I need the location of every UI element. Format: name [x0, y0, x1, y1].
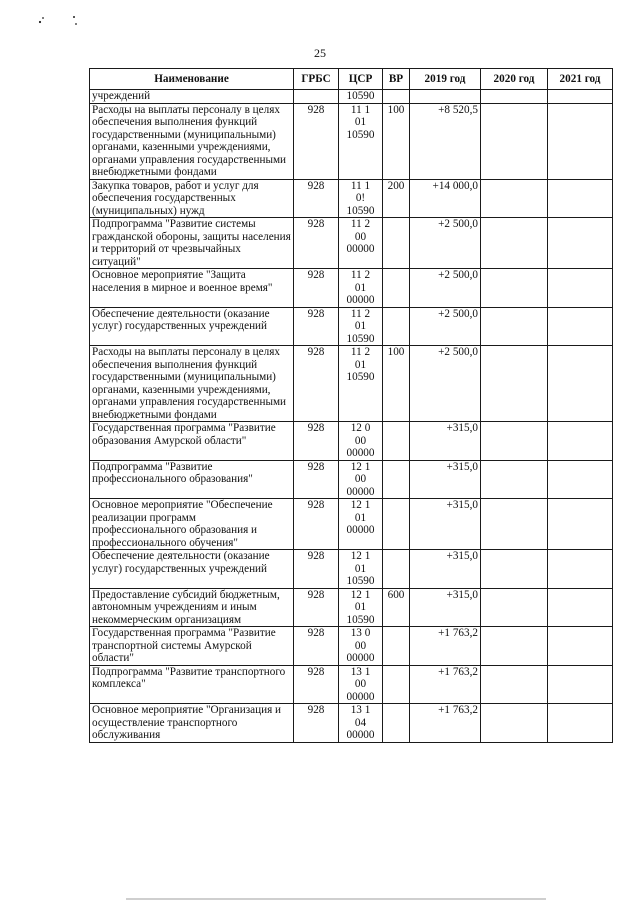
cell-name: Государственная программа "Развитие транспортной системы Амурской области" [90, 627, 294, 666]
cell-2021 [548, 103, 613, 179]
cell-grbs: 928 [294, 346, 339, 422]
csr-part: 00000 [346, 447, 375, 459]
cell-2019: +2 500,0 [410, 307, 481, 346]
scan-specks [30, 10, 90, 28]
csr-part: 10590 [346, 613, 375, 626]
cell-vr [383, 460, 410, 499]
table-row [90, 346, 613, 422]
csr-part: 11 2 [350, 307, 371, 320]
csr-part: 00 [354, 434, 367, 447]
table-row [90, 218, 613, 269]
cell-vr [383, 550, 410, 589]
csr-part: 13 1 [350, 704, 371, 716]
table-row [90, 307, 613, 346]
cell-name: Основное мероприятие "Организация и осуществление транспортного обслуживания [90, 704, 294, 743]
csr-part: 11 2 [350, 346, 371, 358]
cell-2020 [481, 460, 548, 499]
cell-name: учреждений [90, 90, 294, 104]
csr-part: 01 [354, 281, 367, 294]
cell-2021 [548, 588, 613, 627]
cell-csr [339, 218, 383, 269]
cell-2021 [548, 422, 613, 461]
cell-name: Подпрограмма "Развитие системы гражданской обороны, защиты населения и территорий от чрезвычайных ситуаций" [90, 218, 294, 269]
cell-name: Основное мероприятие "Защита населения в мирное и военное время" [90, 269, 294, 308]
csr-part: 01 [354, 562, 367, 575]
table-row [90, 499, 613, 550]
csr-part: 11 2 [350, 269, 371, 281]
csr-part: 00000 [346, 729, 375, 741]
cell-2019: +315,0 [410, 550, 481, 589]
cell-vr [383, 499, 410, 550]
csr-part: 11 1 [350, 103, 371, 116]
cell-2020 [481, 346, 548, 422]
cell-csr [339, 269, 383, 308]
cell-2019 [410, 90, 481, 104]
cell-2021 [548, 269, 613, 308]
cell-name: Закупка товаров, работ и услуг для обеспечения государственных (муниципальных) нужд [90, 179, 294, 218]
csr-part: 01 [354, 320, 367, 332]
cell-vr [383, 422, 410, 461]
cell-vr: 100 [383, 346, 410, 422]
cell-grbs: 928 [294, 588, 339, 627]
cell-csr [339, 346, 383, 422]
csr-part: 11 1 [350, 179, 371, 192]
cell-name: Государственная программа "Развитие образования Амурской области" [90, 422, 294, 461]
cell-csr [339, 460, 383, 499]
cell-vr [383, 307, 410, 346]
cell-vr: 100 [383, 103, 410, 179]
table-row [90, 588, 613, 627]
cell-vr [383, 665, 410, 704]
cell-2021 [548, 90, 613, 104]
cell-csr [339, 90, 383, 104]
cell-2019: +315,0 [410, 499, 481, 550]
cell-2021 [548, 627, 613, 666]
cell-2021 [548, 550, 613, 589]
table-row [90, 665, 613, 704]
cell-2021 [548, 179, 613, 218]
csr-part: 12 1 [350, 460, 371, 473]
csr-part: 10590 [346, 128, 375, 141]
cell-2019: +2 500,0 [410, 218, 481, 269]
cell-grbs: 928 [294, 218, 339, 269]
csr-part: 04 [354, 716, 367, 729]
cell-grbs: 928 [294, 704, 339, 743]
cell-2020 [481, 550, 548, 589]
cell-2020 [481, 665, 548, 704]
cell-grbs [294, 90, 339, 104]
header-name: Наименование [90, 69, 294, 90]
cell-name: Предоставление субсидий бюджетным, автономным учреждениям и иным некоммерческим организациям [90, 588, 294, 627]
csr-part: 00000 [346, 690, 375, 703]
cell-vr [383, 218, 410, 269]
cell-name: Основное мероприятие "Обеспечение реализации программ профессионального образования и профессионального обучения" [90, 499, 294, 550]
cell-csr [339, 422, 383, 461]
cell-grbs: 928 [294, 422, 339, 461]
table-row [90, 627, 613, 666]
cell-grbs: 928 [294, 269, 339, 308]
cell-2020 [481, 627, 548, 666]
cell-csr [339, 550, 383, 589]
cell-vr: 600 [383, 588, 410, 627]
table-row [90, 269, 613, 308]
csr-part: 00 [354, 230, 367, 243]
csr-part: 01 [354, 511, 367, 524]
cell-vr [383, 627, 410, 666]
table-row [90, 103, 613, 179]
cell-2021 [548, 307, 613, 346]
cell-csr [339, 704, 383, 743]
csr-part: 12 0 [350, 422, 371, 434]
header-vr: ВР [383, 69, 410, 90]
cell-2020 [481, 499, 548, 550]
cell-2021 [548, 218, 613, 269]
cell-csr [339, 499, 383, 550]
cell-2019: +1 763,2 [410, 704, 481, 743]
table-row [90, 550, 613, 589]
cell-2019: +1 763,2 [410, 627, 481, 666]
cell-2020 [481, 422, 548, 461]
cell-name: Подпрограмма "Развитие профессионального образования" [90, 460, 294, 499]
csr-part: 01 [354, 358, 367, 371]
page-number: 25 [314, 46, 326, 60]
cell-csr [339, 103, 383, 179]
cell-grbs: 928 [294, 103, 339, 179]
table-header-row [90, 69, 613, 90]
cell-2020 [481, 588, 548, 627]
cell-2020 [481, 269, 548, 308]
csr-part: 00000 [346, 485, 375, 498]
csr-part: 13 1 [350, 665, 371, 678]
cell-2019: +315,0 [410, 460, 481, 499]
cell-2020 [481, 307, 548, 346]
cell-csr [339, 665, 383, 704]
table-row [90, 704, 613, 743]
header-grbs: ГРБС [294, 69, 339, 90]
table-row [90, 422, 613, 461]
csr-part: 01 [354, 116, 367, 128]
cell-name: Расходы на выплаты персоналу в целях обеспечения выполнения функций государственными (муниципальными) органами, казенными учреждениями, органами управления государственными внебюджетными фондами [90, 346, 294, 422]
cell-2020 [481, 179, 548, 218]
csr-part: 13 0 [350, 627, 371, 639]
cell-vr [383, 90, 410, 104]
header-2021: 2021 год [548, 69, 613, 90]
csr-part: 10590 [346, 371, 375, 383]
csr-part: 12 1 [350, 550, 371, 562]
cell-grbs: 928 [294, 499, 339, 550]
csr-part: 10590 [346, 204, 375, 217]
header-2019: 2019 год [410, 69, 481, 90]
table-row [90, 90, 613, 104]
cell-csr [339, 588, 383, 627]
cell-grbs: 928 [294, 665, 339, 704]
cell-2019: +8 520,5 [410, 103, 481, 179]
cell-name: Обеспечение деятельности (оказание услуг) государственных учреждений [90, 307, 294, 346]
cell-csr [339, 179, 383, 218]
header-csr: ЦСР [339, 69, 383, 90]
budget-table [89, 68, 613, 743]
csr-part: 00000 [346, 652, 375, 664]
cell-2019: +14 000,0 [410, 179, 481, 218]
cell-vr: 200 [383, 179, 410, 218]
cell-2021 [548, 665, 613, 704]
cell-name: Обеспечение деятельности (оказание услуг) государственных учреждений [90, 550, 294, 589]
cell-2020 [481, 90, 548, 104]
cell-2019: +315,0 [410, 422, 481, 461]
cell-csr [339, 307, 383, 346]
cell-2020 [481, 103, 548, 179]
cell-csr [339, 627, 383, 666]
table-row [90, 460, 613, 499]
table-row [90, 179, 613, 218]
csr-part: 00 [354, 678, 367, 690]
csr-part: 0! [355, 192, 366, 204]
cell-grbs: 928 [294, 179, 339, 218]
cell-grbs: 928 [294, 627, 339, 666]
cell-2019: +1 763,2 [410, 665, 481, 704]
csr-part: 00000 [346, 524, 375, 536]
csr-part: 10590 [346, 575, 375, 587]
cell-2019: +315,0 [410, 588, 481, 627]
csr-part: 11 2 [350, 218, 371, 230]
csr-part: 00000 [346, 294, 375, 306]
table-body [90, 90, 613, 743]
scan-edge-line [126, 898, 546, 900]
csr-part: 00000 [346, 243, 375, 255]
cell-name: Подпрограмма "Развитие транспортного комплекса" [90, 665, 294, 704]
cell-grbs: 928 [294, 550, 339, 589]
cell-2021 [548, 460, 613, 499]
cell-2019: +2 500,0 [410, 269, 481, 308]
csr-part: 01 [354, 601, 367, 613]
header-2020: 2020 год [481, 69, 548, 90]
cell-2021 [548, 346, 613, 422]
cell-name: Расходы на выплаты персоналу в целях обеспечения выполнения функций государственными (муниципальными) органами, казенными учреждениями, органами управления государственными внебюджетными фондами [90, 103, 294, 179]
cell-2020 [481, 704, 548, 743]
cell-2021 [548, 499, 613, 550]
cell-2019: +2 500,0 [410, 346, 481, 422]
csr-part: 12 1 [350, 499, 371, 511]
csr-part: 10590 [346, 332, 375, 345]
csr-part: 10590 [346, 90, 375, 102]
cell-2021 [548, 704, 613, 743]
csr-part: 12 1 [350, 588, 371, 601]
csr-part: 00 [354, 639, 367, 652]
cell-2020 [481, 218, 548, 269]
cell-grbs: 928 [294, 460, 339, 499]
cell-vr [383, 704, 410, 743]
cell-grbs: 928 [294, 307, 339, 346]
cell-vr [383, 269, 410, 308]
csr-part: 00 [354, 473, 367, 485]
